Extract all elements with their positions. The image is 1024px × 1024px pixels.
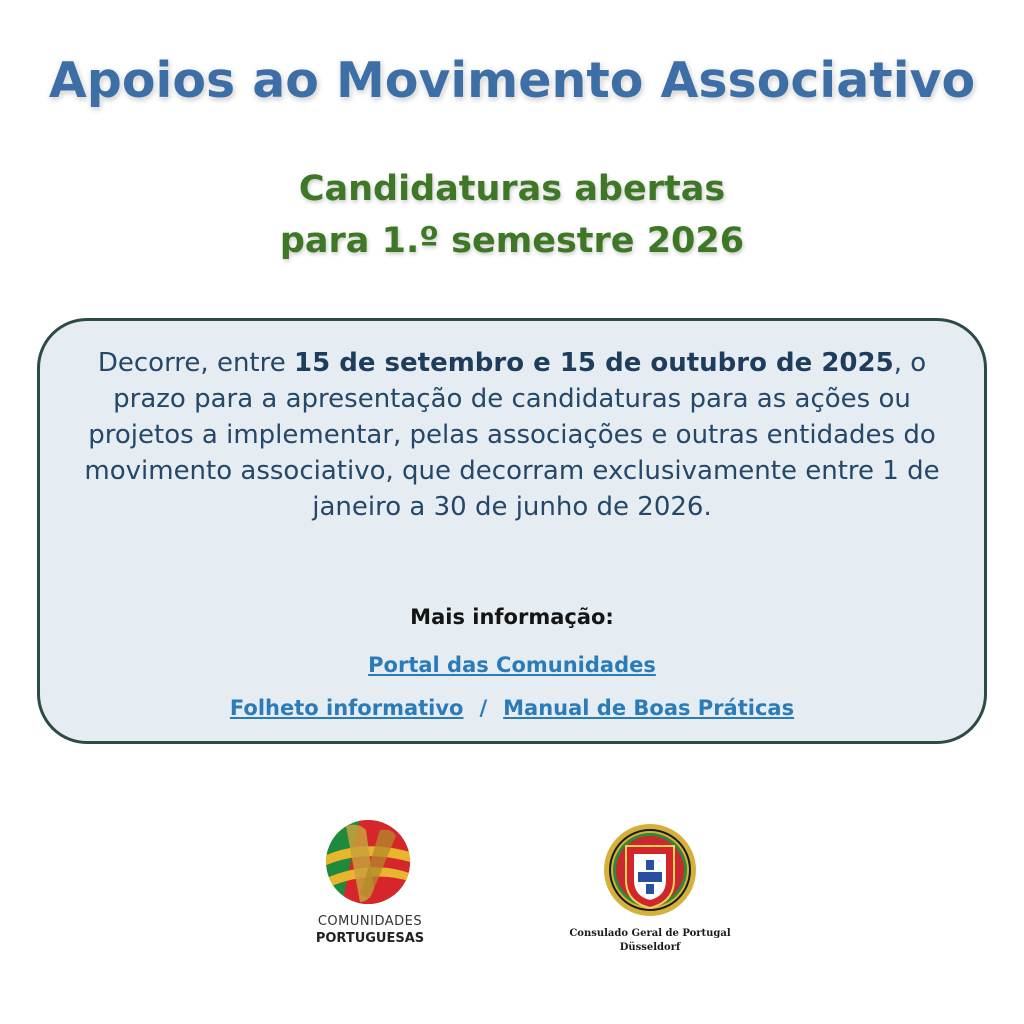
body-text-dates: 15 de setembro e 15 de outubro de 2025 — [294, 348, 894, 378]
body-paragraph — [60, 345, 964, 525]
body-text-rest: , o prazo para a apresentação de candidaturas para as ações ou projetos a implementar, pelas associações e outras entidades do movimento associativo, que decorram exclusivamente entre 1 de janeiro a 30 de junho de 2026. — [84, 348, 940, 522]
manual-boas-praticas-link[interactable]: Manual de Boas Práticas — [503, 696, 795, 720]
comunidades-logo-line-2: PORTUGUESAS — [315, 931, 425, 946]
more-info-label: Mais informação: — [410, 605, 614, 629]
comunidades-emblem-icon — [300, 818, 440, 913]
portal-comunidades-link[interactable]: Portal das Comunidades — [368, 653, 656, 677]
comunidades-portuguesas-logo — [300, 818, 440, 958]
subtitle — [0, 163, 1024, 267]
subtitle-line-2: para 1.º semestre 2026 — [279, 221, 745, 261]
consulado-logo-line-2: Düsseldorf — [619, 942, 681, 953]
link-row-portal — [40, 653, 984, 677]
consulado-logo-line-1: Consulado Geral de Portugal — [569, 928, 731, 939]
consulado-logo — [560, 822, 740, 962]
link-row-documents — [40, 696, 984, 720]
comunidades-logo-line-1: COMUNIDADES — [317, 914, 423, 929]
info-box — [37, 318, 987, 744]
subtitle-line-1: Candidaturas abertas — [298, 169, 726, 209]
folheto-informativo-link[interactable]: Folheto informativo — [229, 696, 464, 720]
portuguese-coat-of-arms-icon — [560, 822, 740, 922]
link-separator: / — [479, 696, 488, 720]
page-title: Apoios ao Movimento Associativo — [48, 52, 976, 109]
body-text-intro: Decorre, entre — [97, 348, 295, 378]
